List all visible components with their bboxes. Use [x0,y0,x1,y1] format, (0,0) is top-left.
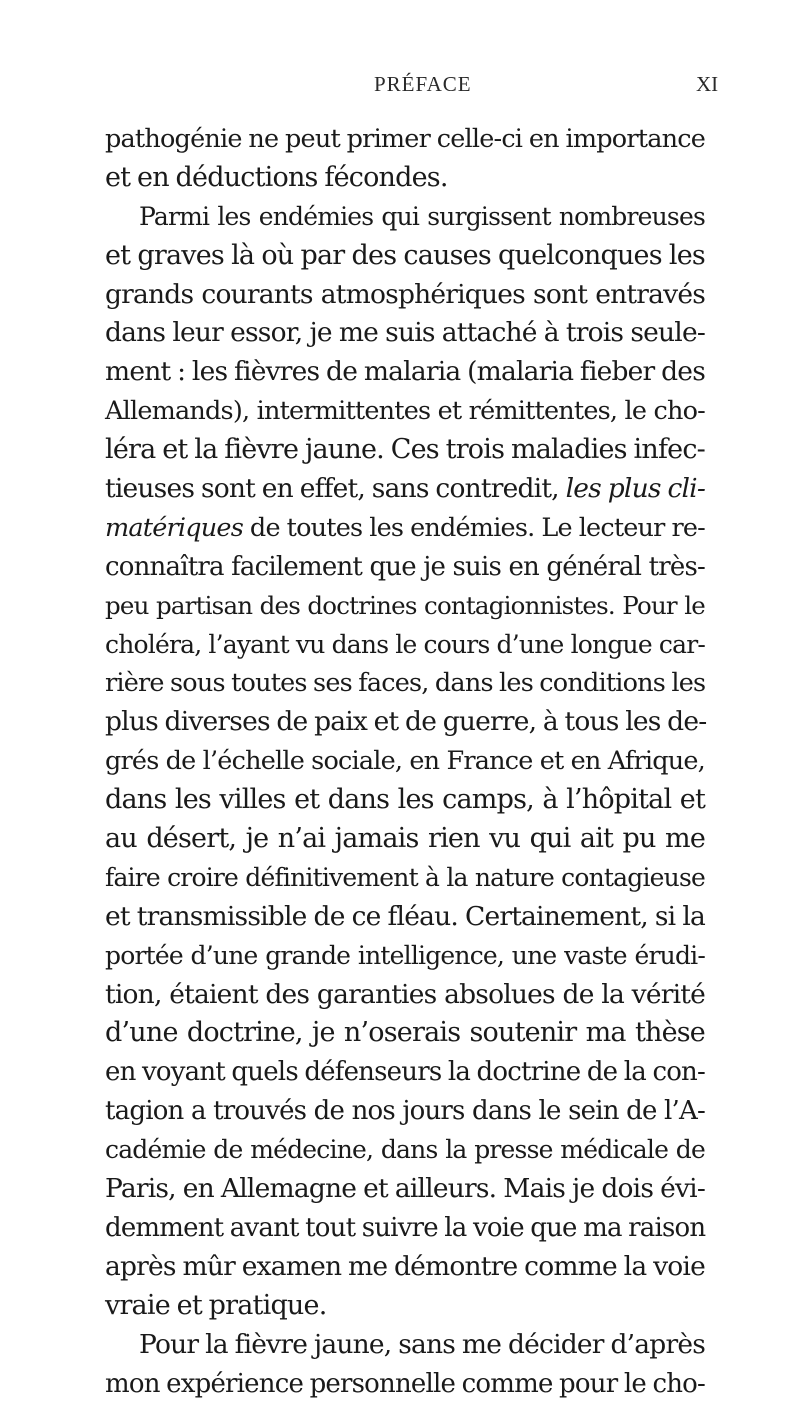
text-line-24: d’une doctrine, je n’oserais soutenir ma thèse [105,1017,705,1049]
text-line-22: portée d’une grande intelligence, une vaste érudi- [105,940,705,970]
text-line-10-italic: les plus cli- [565,473,705,505]
text-line-1: pathogénie ne peut primer celle-ci en importance [105,124,705,154]
text-line-33: mon expérience personnelle comme pour le cho- [105,1368,705,1399]
text-line-15: rière sous toutes ses faces, dans les conditions les [105,668,706,699]
text-line-5: grands courants atmosphériques sont entravés [105,278,705,310]
text-line-25: en voyant quels défenseurs la doctrine de la con- [105,1057,705,1088]
body-text [105,120,705,1403]
text-line-23: tion, étaient des garanties absolues de la vérité [105,978,705,1010]
text-line-11 [105,509,705,548]
text-line-12: connaîtra facilement que je suis en général très- [105,551,705,582]
text-line-27: cadémie de médecine, dans la presse médicale de [105,1135,705,1165]
text-line-7: ment : les fièvres de malaria (malaria fieber des [105,356,705,388]
text-line-14: choléra, l’ayant vu dans le cours d’une longue car- [105,629,705,659]
text-line-17: grés de l’échelle sociale, en France et en Afrique, [105,746,705,777]
text-line-31: vraie et pratique. [105,1289,327,1321]
text-line-16: plus diverses de paix et de guerre, à tous les de- [105,706,707,738]
text-line-32: Pour la fièvre jaune, sans me décider d’après [139,1328,705,1360]
text-line-11-roman: de toutes les endémies. Le lecteur re- [243,512,705,543]
text-line-9: léra et la fièvre jaune. Ces trois maladies infec- [105,434,705,466]
text-line-3: Parmi les endémies qui surgissent nombreuses [139,201,705,231]
text-line-2: et en déductions fécondes. [105,161,448,193]
text-line-8: Allemands), intermittentes et rémittentes, le cho- [105,396,705,427]
text-line-4: et graves là où par des causes quelconques les [105,239,705,271]
text-line-10-roman: tieuses sont en effet, sans contredit, [105,473,566,505]
running-head [0,72,800,108]
text-line-29: demment avant tout suivre la voie que ma raison [105,1212,706,1243]
text-line-19: au désert, je n’ai jamais rien vu qui ait pu me [105,823,705,855]
text-line-21: et transmissible de ce fléau. Certainement, si la [105,900,705,932]
running-head-title: PRÉFACE [374,72,472,96]
text-line-18: dans les villes et dans les camps, à l’hôpital et [105,784,705,816]
text-line-28: Paris, en Allemagne et ailleurs. Mais je dois évi- [105,1173,705,1205]
text-line-20: faire croire définitivement à la nature contagieuse [105,862,705,892]
text-line-30: après mûr examen me démontre comme la voie [105,1250,705,1282]
page-number: XI [696,72,719,96]
text-line-11-italic: matériques [105,512,243,543]
text-line-26: tagion a trouvés de nos jours dans le sein de l’A- [105,1096,705,1127]
text-line-13: peu partisan des doctrines contagionnistes. Pour le [105,590,705,620]
text-line-10 [105,470,705,509]
text-line-6: dans leur essor, je me suis attaché à trois seule- [105,317,705,349]
